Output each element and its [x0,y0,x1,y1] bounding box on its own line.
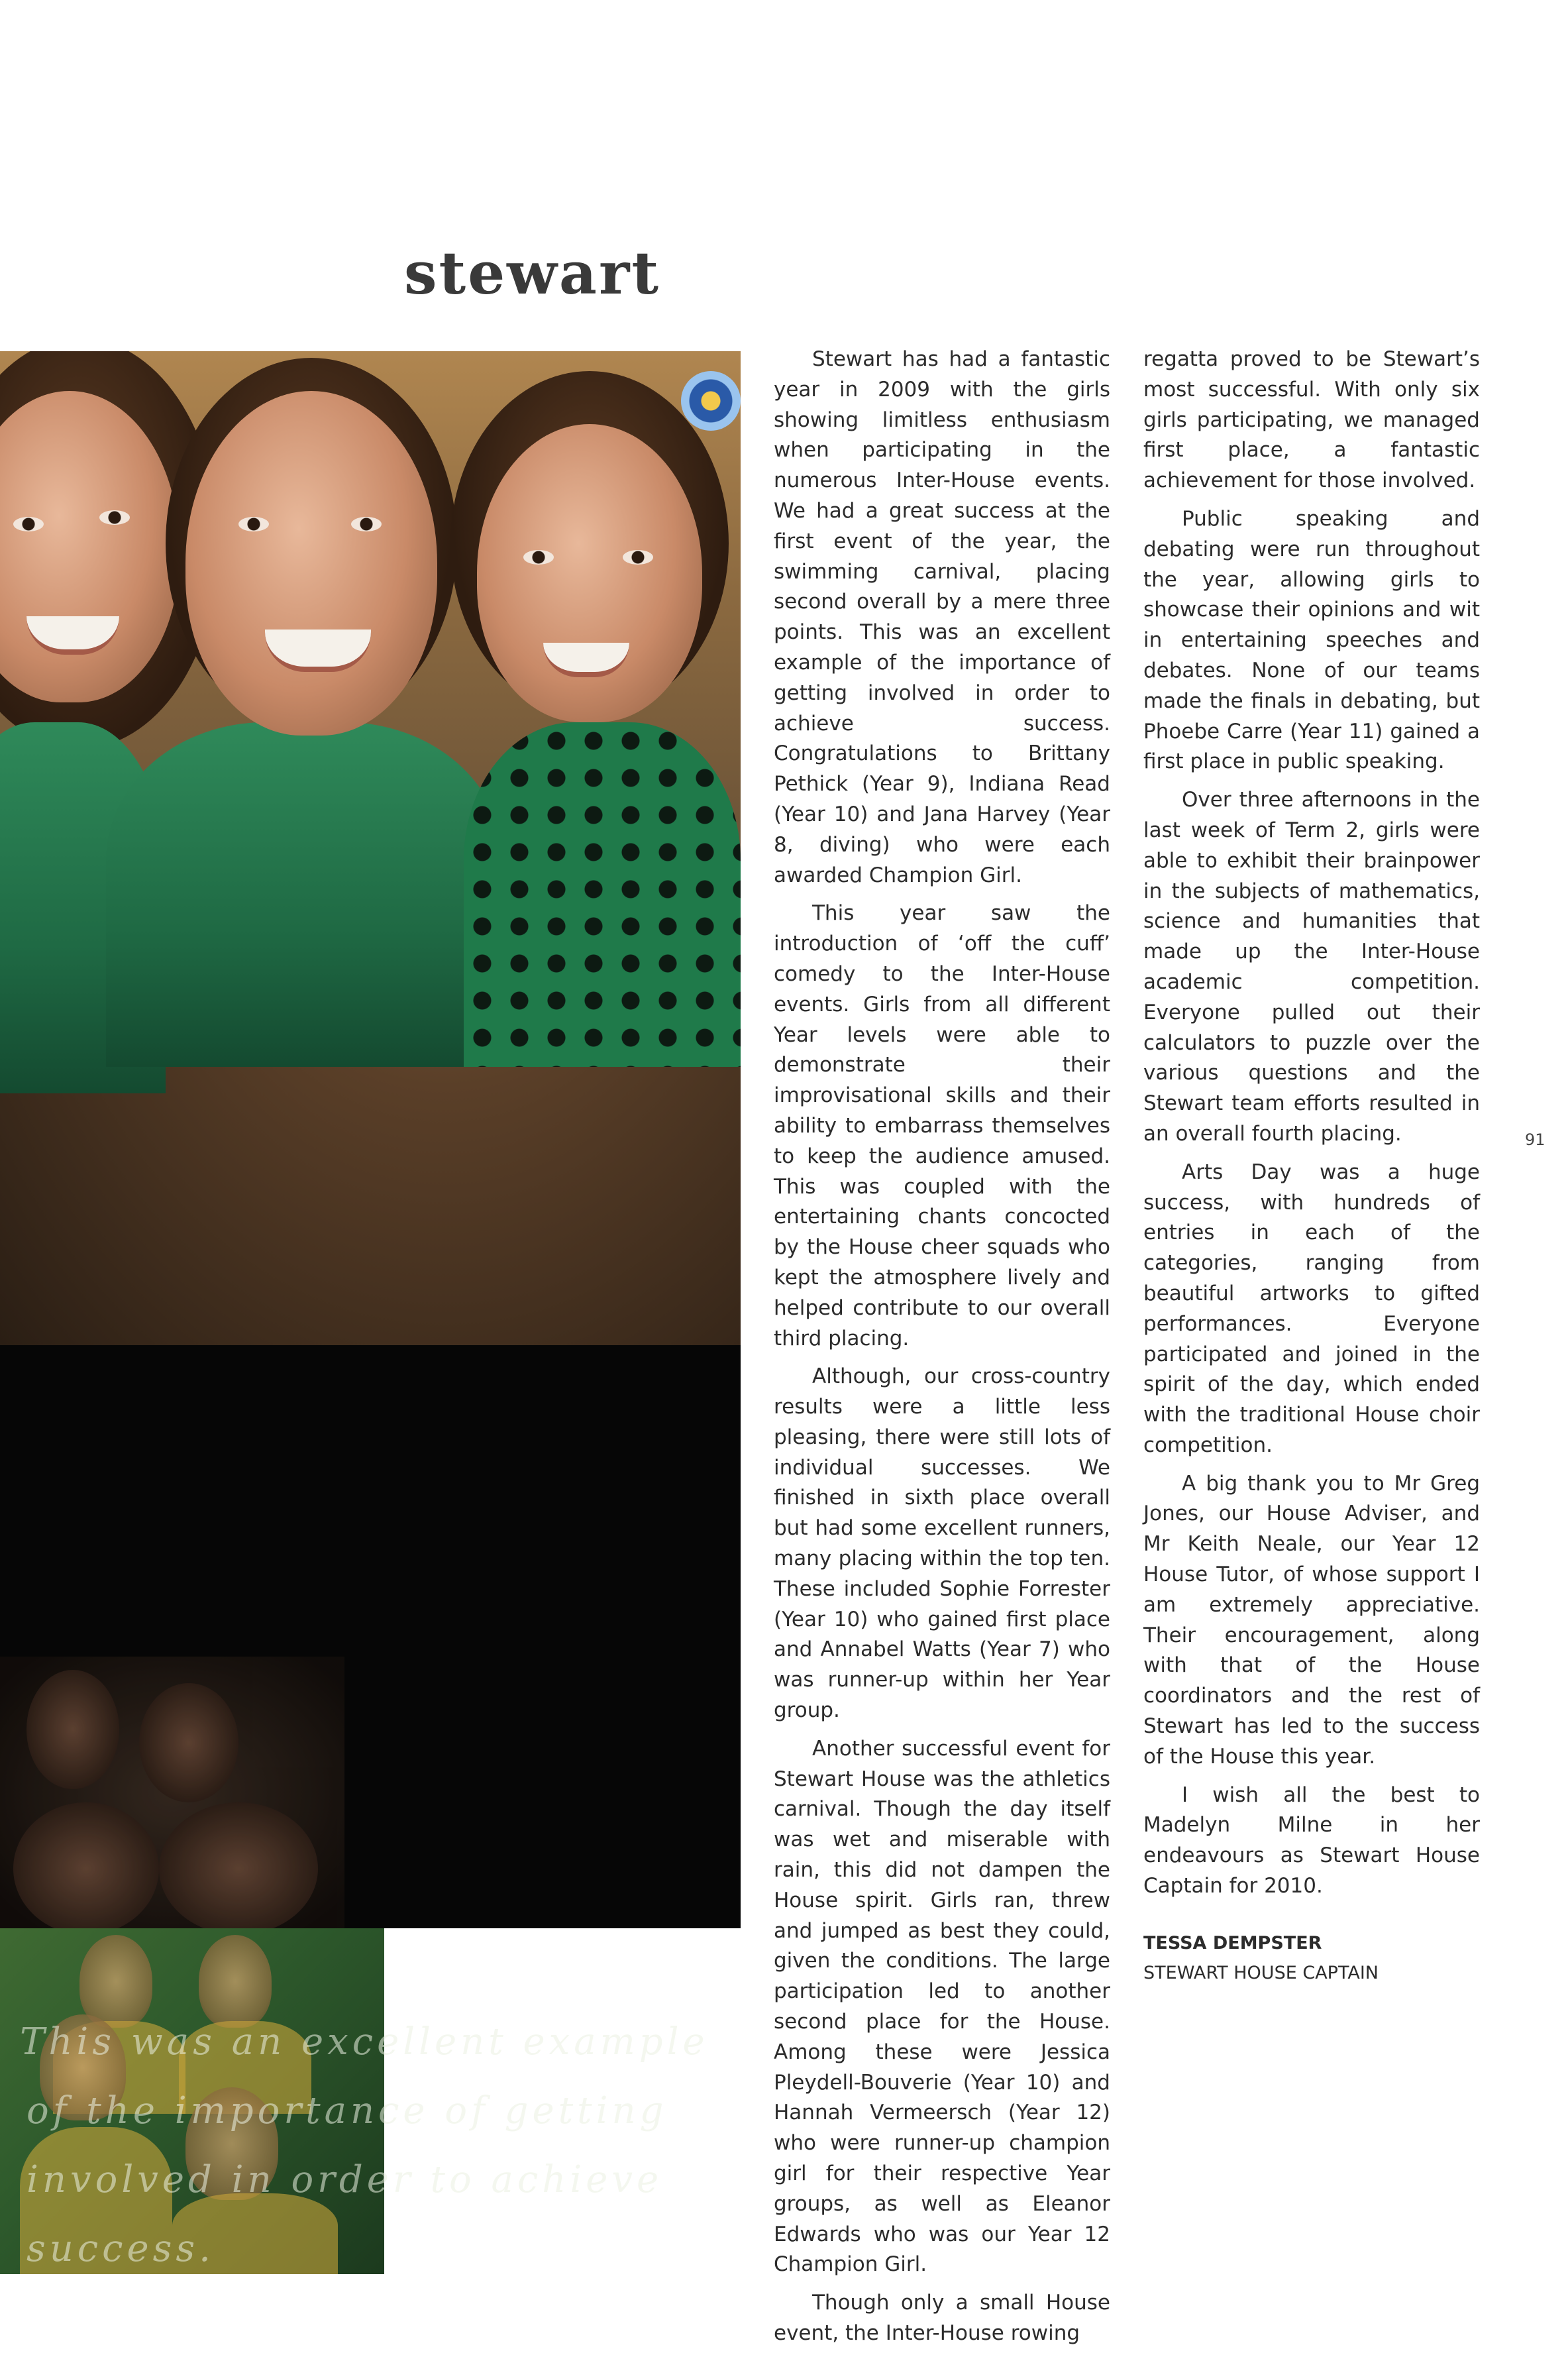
photo-eye [523,550,554,565]
house-girls-photo [0,351,741,1345]
photo-eye [623,550,653,565]
body-paragraph: Another successful event for Stewart House was the athletics carnival. Though the day itself was wet and miserable with rain, this did not dampen the House spirit. Girls ran, threw and jumped as best they could, given the conditions. The large participation led to another second place for the House. Among these were Jessica Pleydell-Bouverie (Year 10) and Hannah Vermeersch (Year 12) who were runner-up champion girl for their respective Year groups, as well as Eleanor Edwards who was our Year 12 Champion Girl. [774,1736,1110,2277]
body-paragraph: I wish all the best to Madelyn Milne in her endeavours as Stewart House Captain for 2010. [1143,1782,1480,1898]
photo-eye [238,517,269,531]
faded-group-photo [0,1657,344,1928]
author-signature [1143,1928,1480,1988]
body-paragraph: Stewart has had a fantastic year in 2009 with the girls showing limitless enthusiasm when participating in the numerous Inter-House events. We had a great success at the first event of the year, the swimming carnival, placing second overall by a mere three points. This was an excellent example of the importance of getting involved in order to achieve success. Congratulations to Brittany Pethick (Year 9), Indiana Read (Year 10) and Jana Harvey (Year 8, diving) who were each awarded Champion Girl. [774,347,1110,887]
page-number: 91 [1525,1130,1545,1149]
script-quote-line: of the importance of getting [26,2089,668,2132]
body-paragraph: This year saw the introduction of ‘off the cuff’ comedy to the Inter-House events. Girls from all different Year levels were able to demonstrate their improvisational skills and their ability to embarrass themselves to keep the audience amused. This was coupled with the entertaining chants concocted by the House cheer squads who kept the atmosphere lively and helped contribute to our overall third placing. [774,901,1110,1350]
body-column-2 [1143,345,1480,1988]
school-logo-badge [681,371,741,431]
body-paragraph: Over three afternoons in the last week of Term 2, girls were able to exhibit their brainpower in the subjects of mathematics, science and humanities that made up the Inter-House academic competition. Everyone pulled out their calculators to puzzle over the various questions and the Stewart team efforts resulted in an overall fourth placing. [1143,788,1480,1146]
body-paragraph: Though only a small House event, the Inter-House rowing [774,2291,1110,2345]
script-quote [20,2008,749,2283]
body-paragraph: Although, our cross-country results were a little less pleasing, there were still lots of individual successes. We finished in sixth place overall but had some excellent runners, many placing within the top ten. These included Sophie Forrester (Year 10) who gained first place and Annabel Watts (Year 7) who was runner-up within her Year group. [774,1364,1110,1723]
photo-eye [13,517,44,531]
photo-ghost-figure [13,1802,159,1935]
author-role: STEWART HOUSE CAPTAIN [1143,1962,1379,1983]
photo-shirt-middle [106,722,503,1067]
script-quote-line: success. [26,2227,215,2270]
photo-ghost-figure [159,1802,318,1935]
photo-shirt-right [464,722,741,1067]
author-name: TESSA DEMPSTER [1143,1932,1322,1953]
script-quote-line: This was an excellent example [20,2020,709,2063]
body-paragraph: Arts Day was a huge success, with hundreds of entries in each of the categories, ranging from beautiful artworks to gifted performances. Everyone participated and joined in the spirit of the day, which ended with the traditional House choir competition. [1143,1160,1480,1457]
body-column-1 [774,345,1110,2357]
photo-eye [351,517,382,531]
photo-ghost-figure [139,1683,238,1802]
body-paragraph: Public speaking and debating were run throughout the year, allowing girls to showcase their opinions and wit in entertaining speeches and debates. None of our teams made the finals in debating, but Phoebe Carre (Year 11) gained a first place in public speaking. [1143,506,1480,774]
body-paragraph: regatta proved to be Stewart’s most successful. With only six girls participating, we managed first place, a fantastic achievement for those involved. [1143,347,1480,493]
photo-eye [99,510,130,525]
body-paragraph: A big thank you to Mr Greg Jones, our House Adviser, and Mr Keith Neale, our Year 12 House Tutor, of whose support I am extremely appreciative. Their encouragement, along with that of the House coordinators and the rest of Stewart has led to the success of the House this year. [1143,1471,1480,1769]
photo-face-middle [185,391,437,736]
photo-ghost-figure [26,1670,119,1789]
page-title: stewart [404,239,660,307]
photo-face-right [477,424,702,722]
script-quote-line: involved in order to achieve [26,2158,663,2201]
